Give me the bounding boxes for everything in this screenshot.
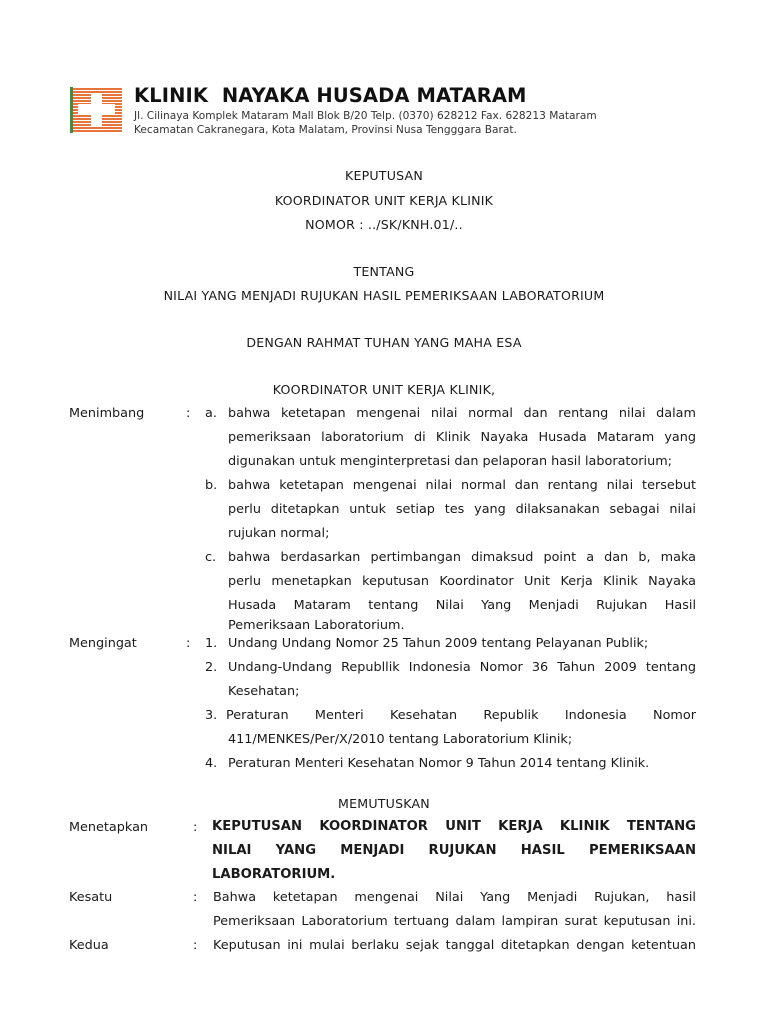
memutuskan-heading: MEMUTUSKAN (338, 796, 430, 811)
menimbang-a-line-2: pemeriksaan laboratorium di Klinik Nayaka Husada Mataram yang (228, 430, 696, 445)
menimbang-marker-a: a. (205, 406, 217, 421)
address-line-2: Kecamatan Cakranegara, Kota Malatam, Provinsi Nusa Tengggara Barat. (134, 124, 517, 136)
menimbang-colon: : (186, 406, 191, 421)
menimbang-b-line-2: perlu ditetapkan untuk setiap tes yang dilaksanakan sebagai nilai (228, 502, 696, 517)
kesatu-line-1: Bahwa ketetapan mengenai Nilai Yang Menjadi Rujukan, hasil (213, 890, 696, 905)
mengingat-colon: : (186, 636, 191, 651)
mengingat-marker-3: 3. (205, 708, 218, 723)
menimbang-a-line-3: digunakan untuk menginterpretasi dan pelaporan hasil laboratorium; (228, 454, 672, 469)
menimbang-b-line-3: rujukan normal; (228, 526, 330, 541)
kedua-colon: : (193, 938, 198, 953)
mengingat-2-line-1: Undang-Undang Republlik Indonesia Nomor 36 Tahun 2009 tentang (228, 660, 696, 675)
kedua-label: Kedua (69, 938, 109, 953)
menimbang-c-line-4: Pemeriksaan Laboratorium. (228, 618, 405, 633)
doc-tentang: TENTANG (353, 264, 415, 279)
menetapkan-label: Menetapkan (69, 820, 149, 835)
mengingat-3-line-1: Peraturan Menteri Kesehatan Republik Indonesia Nomor (226, 708, 696, 723)
menetapkan-line-3: LABORATORIUM. (212, 867, 336, 882)
doc-title-issuer: KOORDINATOR UNIT KERJA KLINIK (274, 193, 494, 208)
doc-subject: NILAI YANG MENJADI RUJUKAN HASIL PEMERIKSAAN LABORATORIUM (163, 288, 605, 303)
mengingat-1-line-1: Undang Undang Nomor 25 Tahun 2009 tentang Pelayanan Publik; (228, 636, 649, 651)
menetapkan-colon: : (193, 820, 198, 835)
doc-invocation: DENGAN RAHMAT TUHAN YANG MAHA ESA (246, 335, 522, 350)
kedua-line-1: Keputusan ini mulai berlaku sejak tanggal ditetapkan dengan ketentuan (213, 938, 696, 953)
clinic-name: KLINIK NAYAKA HUSADA MATARAM (134, 84, 527, 107)
menimbang-marker-c: c. (205, 550, 217, 565)
menimbang-c-line-1: bahwa berdasarkan pertimbangan dimaksud point a dan b, maka (228, 550, 696, 565)
menimbang-c-line-3: Husada Mataram tentang Nilai Yang Menjadi Rujukan Hasil (228, 598, 696, 613)
mengingat-3-line-2: 411/MENKES/Per/X/2010 tentang Laboratorium Klinik; (228, 732, 573, 747)
doc-issuer-heading: KOORDINATOR UNIT KERJA KLINIK, (272, 382, 496, 397)
menimbang-marker-b: b. (205, 478, 218, 493)
mengingat-label: Mengingat (69, 636, 137, 651)
menimbang-label: Menimbang (69, 406, 145, 421)
kesatu-label: Kesatu (69, 890, 113, 905)
mengingat-marker-4: 4. (205, 756, 218, 771)
doc-number: NOMOR : ../SK/KNH.01/.. (305, 217, 463, 232)
menimbang-b-line-1: bahwa ketetapan mengenai nilai normal dan rentang nilai tersebut (228, 478, 696, 493)
mengingat-2-line-2: Kesehatan; (228, 684, 300, 699)
menetapkan-line-2: NILAI YANG MENJADI RUJUKAN HASIL PEMERIKSAAN (212, 843, 696, 858)
doc-title-keputusan: KEPUTUSAN (344, 168, 423, 183)
menetapkan-line-1: KEPUTUSAN KOORDINATOR UNIT KERJA KLINIK TENTANG (212, 819, 696, 834)
mengingat-marker-1: 1. (205, 636, 218, 651)
kesatu-line-2: Pemeriksaan Laboratorium tertuang dalam lampiran surat keputusan ini. (213, 914, 696, 929)
mengingat-4-line-1: Peraturan Menteri Kesehatan Nomor 9 Tahun 2014 tentang Klinik. (228, 756, 650, 771)
mengingat-marker-2: 2. (205, 660, 218, 675)
kesatu-colon: : (193, 890, 198, 905)
menimbang-c-line-2: perlu menetapkan keputusan Koordinator Unit Kerja Klinik Nayaka (228, 574, 696, 589)
menimbang-a-line-1: bahwa ketetapan mengenai nilai normal dan rentang nilai dalam (228, 406, 696, 421)
address-line-1: Jl. Cilinaya Komplek Mataram Mall Blok B/20 Telp. (0370) 628212 Fax. 628213 Mataram (134, 110, 597, 122)
clinic-logo-icon (70, 87, 122, 133)
